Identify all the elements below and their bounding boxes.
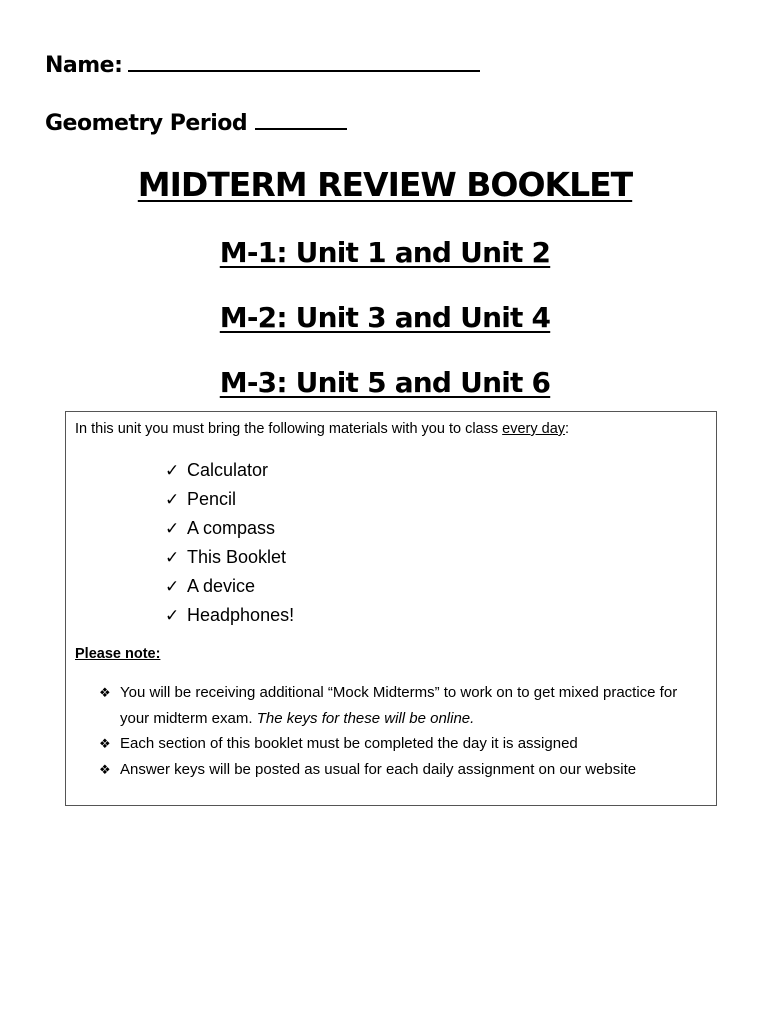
section-heading bbox=[0, 301, 770, 334]
section-heading-text: M-2: Unit 3 and Unit 4 bbox=[219, 301, 551, 334]
materials-info-box bbox=[65, 411, 717, 806]
name-field bbox=[45, 50, 480, 78]
diamond-bullet-icon: ❖ bbox=[99, 685, 111, 700]
material-label: A compass bbox=[187, 518, 276, 538]
notes-list bbox=[99, 680, 699, 782]
period-blank-line[interactable] bbox=[255, 108, 347, 130]
list-item bbox=[165, 572, 294, 601]
intro-text: In this unit you must bring the following materials with you to class bbox=[75, 421, 503, 437]
intro-suffix: : bbox=[565, 421, 570, 437]
check-icon: ✓ bbox=[165, 577, 180, 596]
note-body: You will be receiving additional “Mock Midterms” to work on to get mixed practice for your midterm exam. bbox=[120, 684, 678, 727]
check-icon: ✓ bbox=[165, 461, 180, 480]
check-icon: ✓ bbox=[165, 490, 180, 509]
note-italic: The keys for these will be online. bbox=[256, 709, 475, 727]
note-heading: Please note: bbox=[75, 646, 161, 662]
material-label: Pencil bbox=[187, 489, 237, 509]
material-label: This Booklet bbox=[187, 547, 287, 567]
list-item bbox=[165, 514, 294, 543]
period-label: Geometry Period bbox=[45, 111, 248, 136]
page-title bbox=[0, 165, 770, 204]
list-item bbox=[99, 731, 699, 757]
list-item bbox=[165, 601, 294, 630]
check-icon: ✓ bbox=[165, 606, 180, 625]
material-label: Calculator bbox=[187, 460, 269, 480]
note-text: Answer keys will be posted as usual for each daily assignment on our website bbox=[120, 760, 637, 778]
section-heading-text: M-3: Unit 5 and Unit 6 bbox=[219, 366, 551, 399]
material-label: A device bbox=[187, 576, 256, 596]
name-blank-line[interactable] bbox=[128, 50, 480, 72]
check-icon: ✓ bbox=[165, 519, 180, 538]
materials-list bbox=[165, 456, 294, 630]
section-heading bbox=[0, 366, 770, 399]
page-title-text: MIDTERM REVIEW BOOKLET bbox=[137, 165, 633, 204]
period-field bbox=[45, 108, 347, 136]
section-heading-text: M-1: Unit 1 and Unit 2 bbox=[219, 236, 551, 269]
list-item bbox=[99, 757, 699, 783]
intro-emphasis: every day bbox=[502, 421, 566, 437]
list-item bbox=[165, 543, 294, 572]
diamond-bullet-icon: ❖ bbox=[99, 736, 111, 751]
note-text bbox=[120, 680, 699, 731]
list-item bbox=[165, 456, 294, 485]
diamond-bullet-icon: ❖ bbox=[99, 761, 111, 777]
note-text: Each section of this booklet must be completed the day it is assigned bbox=[120, 735, 578, 752]
section-heading bbox=[0, 236, 770, 269]
materials-intro bbox=[75, 421, 569, 437]
list-item bbox=[165, 485, 294, 514]
name-label: Name: bbox=[45, 53, 123, 78]
material-label: Headphones! bbox=[187, 605, 295, 625]
check-icon: ✓ bbox=[165, 548, 180, 567]
list-item bbox=[99, 680, 699, 731]
